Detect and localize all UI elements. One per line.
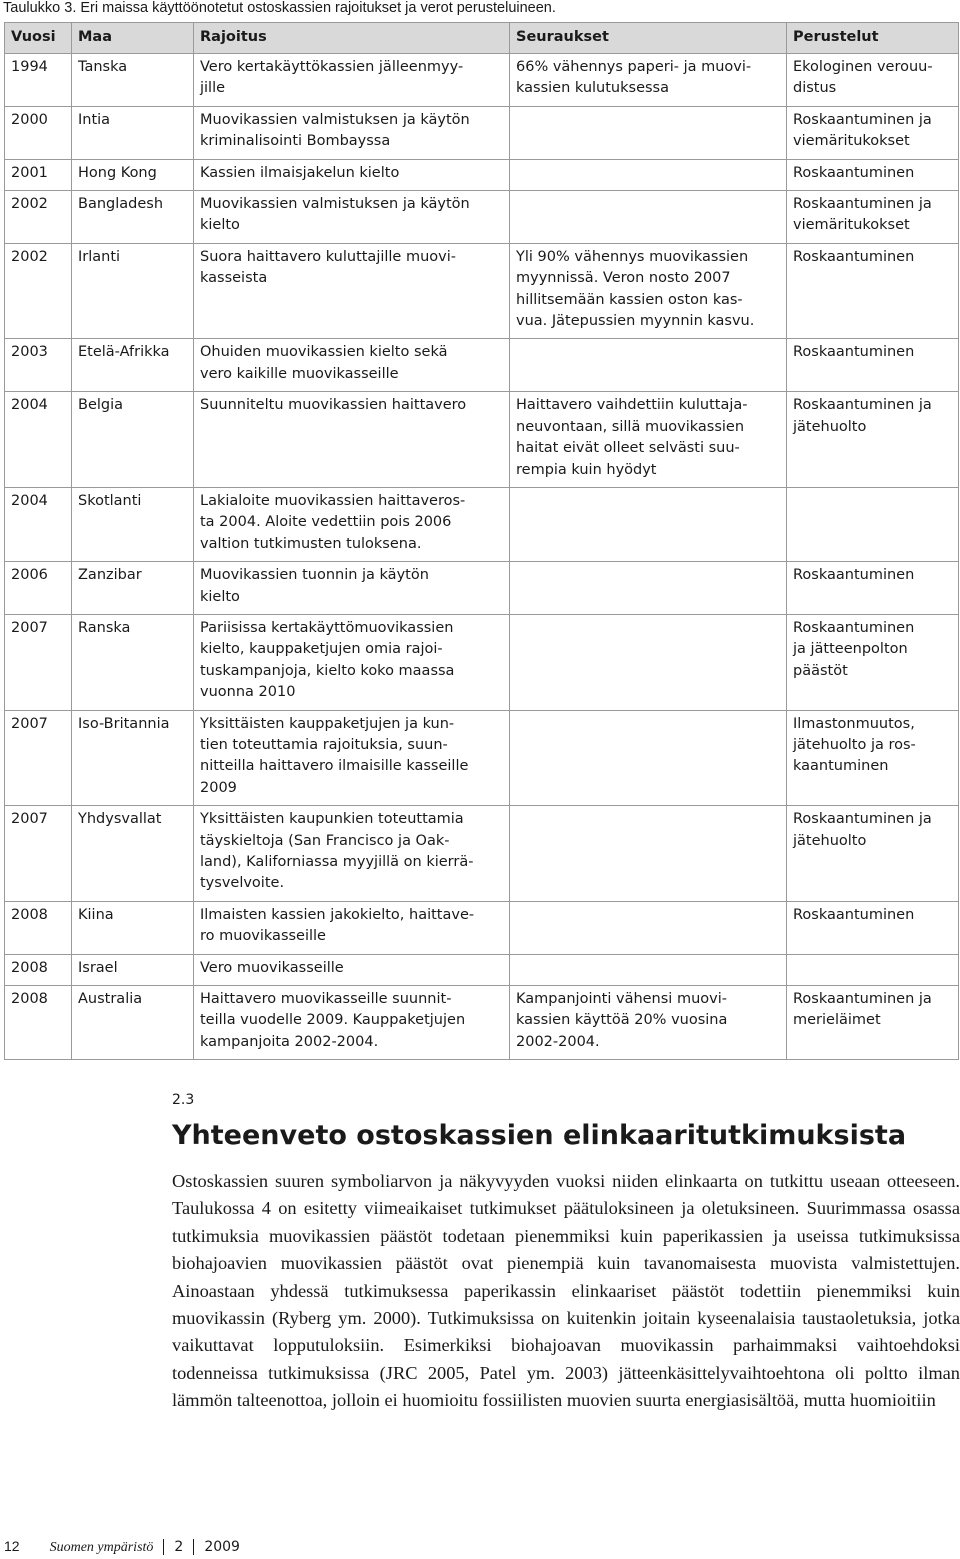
- page-number: 12: [4, 1538, 20, 1554]
- cell-country: Irlanti: [72, 243, 194, 339]
- cell-justification: [787, 487, 959, 561]
- cell-country: Etelä-Afrikka: [72, 339, 194, 392]
- table-body: [5, 54, 959, 1060]
- cell-year: 2006: [5, 562, 72, 615]
- table-header-row: [5, 23, 959, 54]
- cell-justification: Roskaantuminen ja viemäritukokset: [787, 191, 959, 244]
- cell-country: Intia: [72, 106, 194, 159]
- cell-restriction: Haittavero muovikasseille suunnit- teilla vuodelle 2009. Kauppaketjujen kampanjoita 2002-2004.: [194, 986, 510, 1060]
- cell-justification: Roskaantuminen: [787, 562, 959, 615]
- cell-justification: Roskaantuminen ja jätehuolto: [787, 392, 959, 488]
- cell-justification: Roskaantuminen ja jätehuolto: [787, 806, 959, 902]
- cell-year: 2003: [5, 339, 72, 392]
- publication-year: 2009: [204, 1539, 240, 1555]
- cell-restriction: Ohuiden muovikassien kielto sekä vero kaikille muovikasseille: [194, 339, 510, 392]
- cell-justification: Roskaantuminen: [787, 159, 959, 190]
- cell-country: Zanzibar: [72, 562, 194, 615]
- cell-consequences: [510, 106, 787, 159]
- table-row: [5, 487, 959, 561]
- cell-restriction: Ilmaisten kassien jakokielto, haittave- ro muovikasseille: [194, 901, 510, 954]
- cell-restriction: Suora haittavero kuluttajille muovi- kasseista: [194, 243, 510, 339]
- cell-restriction: Kassien ilmaisjakelun kielto: [194, 159, 510, 190]
- table-row: [5, 54, 959, 107]
- cell-consequences: [510, 806, 787, 902]
- cell-restriction: Yksittäisten kaupunkien toteuttamia täyskieltoja (San Francisco ja Oak- land), Kaliforniassa myyjillä on kierrä- tysvelvoite.: [194, 806, 510, 902]
- cell-year: 2004: [5, 392, 72, 488]
- cell-restriction: Muovikassien valmistuksen ja käytön kriminalisointi Bombayssa: [194, 106, 510, 159]
- section-title: Yhteenveto ostoskassien elinkaaritutkimuksista: [172, 1120, 907, 1151]
- cell-consequences: [510, 339, 787, 392]
- cell-year: 2007: [5, 710, 72, 806]
- cell-consequences: [510, 562, 787, 615]
- cell-consequences: [510, 614, 787, 710]
- cell-year: 2002: [5, 243, 72, 339]
- table-row: [5, 954, 959, 985]
- cell-country: Yhdysvallat: [72, 806, 194, 902]
- footer-divider: [193, 1539, 194, 1555]
- cell-justification: Ilmastonmuutos, jätehuolto ja ros- kaantuminen: [787, 710, 959, 806]
- cell-year: 2002: [5, 191, 72, 244]
- table-row: [5, 562, 959, 615]
- cell-country: Ranska: [72, 614, 194, 710]
- cell-year: 2004: [5, 487, 72, 561]
- cell-consequences: [510, 159, 787, 190]
- table-row: [5, 106, 959, 159]
- cell-country: Hong Kong: [72, 159, 194, 190]
- header-year: Vuosi: [5, 23, 72, 54]
- cell-consequences: Kampanjointi vähensi muovi- kassien käyttöä 20% vuosina 2002-2004.: [510, 986, 787, 1060]
- header-consequences: Seuraukset: [510, 23, 787, 54]
- cell-year: 2000: [5, 106, 72, 159]
- table-row: [5, 710, 959, 806]
- table-row: [5, 392, 959, 488]
- table-row: [5, 614, 959, 710]
- table-caption: Taulukko 3. Eri maissa käyttöönotetut ostoskassien rajoitukset ja verot perusteluineen.: [3, 0, 556, 16]
- cell-consequences: 66% vähennys paperi- ja muovi- kassien kulutuksessa: [510, 54, 787, 107]
- cell-justification: Roskaantuminen ja jätteenpolton päästöt: [787, 614, 959, 710]
- cell-restriction: Suunniteltu muovikassien haittavero: [194, 392, 510, 488]
- cell-justification: Roskaantuminen: [787, 901, 959, 954]
- table-row: [5, 159, 959, 190]
- cell-year: 2007: [5, 806, 72, 902]
- cell-country: Australia: [72, 986, 194, 1060]
- cell-year: 2008: [5, 901, 72, 954]
- header-justification: Perustelut: [787, 23, 959, 54]
- cell-restriction: Muovikassien tuonnin ja käytön kielto: [194, 562, 510, 615]
- cell-justification: Roskaantuminen ja viemäritukokset: [787, 106, 959, 159]
- header-restriction: Rajoitus: [194, 23, 510, 54]
- table-row: [5, 339, 959, 392]
- restrictions-table: [4, 22, 959, 1060]
- cell-restriction: Yksittäisten kauppaketjujen ja kun- tien toteuttamia rajoituksia, suun- nitteilla haittavero ilmaisille kasseille 2009: [194, 710, 510, 806]
- cell-consequences: [510, 710, 787, 806]
- section-number: 2.3: [172, 1092, 195, 1108]
- cell-year: 2001: [5, 159, 72, 190]
- cell-consequences: Haittavero vaihdettiin kuluttaja- neuvontaan, sillä muovikassien haitat eivät olleet selvästi suu- rempia kuin hyödyt: [510, 392, 787, 488]
- cell-consequences: Yli 90% vähennys muovikassien myynnissä. Veron nosto 2007 hillitsemään kassien oston kas- vua. Jätepussien myynnin kasvu.: [510, 243, 787, 339]
- cell-consequences: [510, 901, 787, 954]
- page-footer: [4, 1536, 240, 1558]
- footer-divider: [163, 1539, 164, 1555]
- cell-consequences: [510, 487, 787, 561]
- table-row: [5, 901, 959, 954]
- cell-justification: Roskaantuminen: [787, 243, 959, 339]
- cell-country: Israel: [72, 954, 194, 985]
- table-row: [5, 191, 959, 244]
- cell-restriction: Vero kertakäyttökassien jälleenmyy- jille: [194, 54, 510, 107]
- header-country: Maa: [72, 23, 194, 54]
- cell-year: 2008: [5, 954, 72, 985]
- table-row: [5, 243, 959, 339]
- table-row: [5, 806, 959, 902]
- cell-country: Bangladesh: [72, 191, 194, 244]
- cell-justification: Ekologinen verouu- distus: [787, 54, 959, 107]
- cell-country: Skotlanti: [72, 487, 194, 561]
- publication-name: Suomen ympäristö: [49, 1540, 154, 1555]
- section-body: Ostoskassien suuren symboliarvon ja näkyvyyden vuoksi niiden elinkaarta on tutkittu useaan otteeseen. Taulukossa 4 on esitetty viimeaikaiset tutkimukset päätuloksineen ja oletuksineen. Suurimmassa osassa tutkimuksia muovikassien päästöt todetaan pienemmiksi kuin paperikassien ja useissa tutkimuksissa biohajoavien muovikassien päästöt ovat pienempiä kuin tavanomaisesta muovista valmistettujen. Ainoastaan yhdessä tutkimuksessa paperikassin elinkaariset päästöt todettiin pienemmiksi kuin muovikassin (Ryberg ym. 2000). Tutkimuksissa on kuitenkin joitain kyseenalaisia taustaoletuksia, jotka vaikuttavat lopputuloksiin. Esimerkiksi biohajoavan muovikassin parhaimmaksi vaihtoehdoksi todenneissa tutkimuksissa (JRC 2005, Patel ym. 2003) jätteenkäsittelyvaihtoehtona oli poltto ilman lämmön talteenottoa, jolloin ei huomioitu fossiilisten muovien suurta energiasisältöä, mutta huomioitiin: [172, 1171, 960, 1411]
- cell-year: 2007: [5, 614, 72, 710]
- cell-restriction: Muovikassien valmistuksen ja käytön kielto: [194, 191, 510, 244]
- cell-restriction: Lakialoite muovikassien haittaveros- ta 2004. Aloite vedettiin pois 2006 valtion tutkimusten tuloksena.: [194, 487, 510, 561]
- cell-country: Belgia: [72, 392, 194, 488]
- cell-restriction: Pariisissa kertakäyttömuovikassien kielto, kauppaketjujen omia rajoi- tuskampanjoja, kielto koko maassa vuonna 2010: [194, 614, 510, 710]
- cell-year: 2008: [5, 986, 72, 1060]
- cell-justification: [787, 954, 959, 985]
- cell-country: Iso-Britannia: [72, 710, 194, 806]
- cell-country: Kiina: [72, 901, 194, 954]
- publication-issue: 2: [174, 1539, 184, 1555]
- cell-consequences: [510, 954, 787, 985]
- cell-justification: Roskaantuminen: [787, 339, 959, 392]
- table-row: [5, 986, 959, 1060]
- cell-year: 1994: [5, 54, 72, 107]
- cell-country: Tanska: [72, 54, 194, 107]
- cell-consequences: [510, 191, 787, 244]
- cell-restriction: Vero muovikasseille: [194, 954, 510, 985]
- cell-justification: Roskaantuminen ja merieläimet: [787, 986, 959, 1060]
